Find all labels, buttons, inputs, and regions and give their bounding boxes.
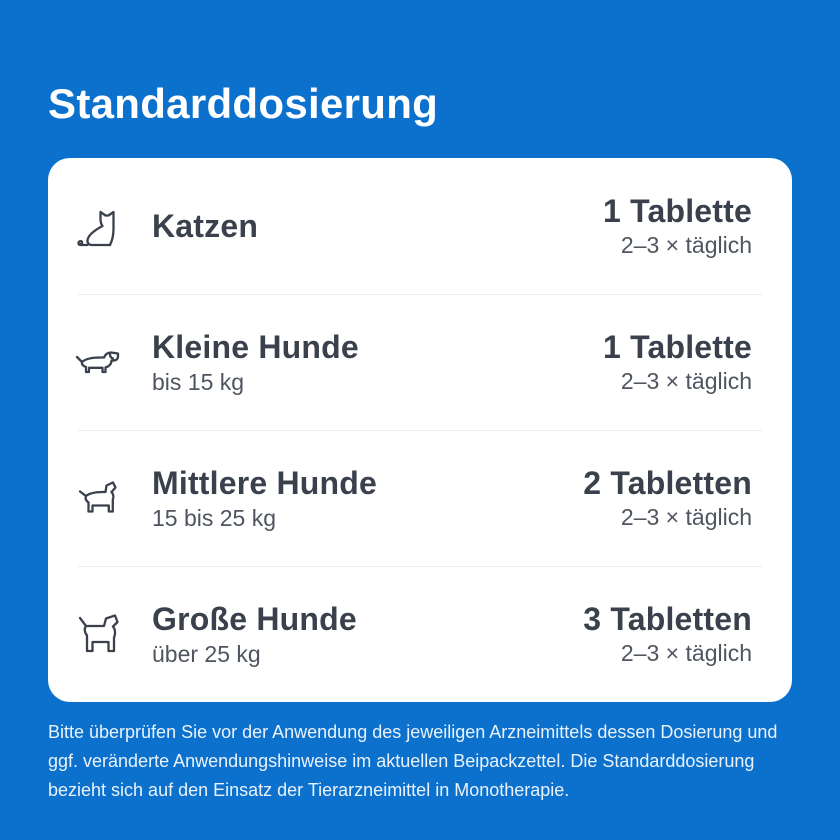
- dosage-row-kleine-hunde: [48, 294, 792, 430]
- dosage-row-mittlere-hunde: [48, 430, 792, 566]
- animal-name: Mittlere Hunde: [152, 464, 378, 501]
- animal-name: Katzen: [152, 207, 259, 244]
- dose-frequency: 2–3 × täglich: [620, 232, 752, 258]
- dosage-card: [48, 158, 792, 702]
- dosage-row-grosse-hunde: [48, 566, 792, 702]
- dose-amount: 1 Tablette: [603, 329, 752, 365]
- cat-icon: [48, 201, 152, 251]
- small-dog-icon: [48, 341, 152, 383]
- dose-amount: 1 Tablette: [603, 193, 752, 229]
- medium-dog-icon: [48, 473, 152, 523]
- dose-frequency: 2–3 × täglich: [620, 504, 752, 530]
- animal-weight: 15 bis 25 kg: [152, 504, 277, 531]
- dose-amount: 3 Tabletten: [583, 601, 752, 637]
- dosage-row-katzen: [48, 158, 792, 294]
- animal-weight: bis 15 kg: [152, 368, 245, 395]
- animal-name: Kleine Hunde: [152, 328, 359, 365]
- dose-frequency: 2–3 × täglich: [620, 368, 752, 394]
- disclaimer-text: Bitte überprüfen Sie vor der Anwendung des jeweiligen Arzneimittels dessen Dosierung und ggf. veränderte Anwendungshinweise im aktuellen Beipackzettel. Die Standarddosierung bezieht sich auf den Einsatz der Tierarzneimittel in Monotherapie.: [48, 722, 778, 800]
- dose-amount: 2 Tabletten: [583, 465, 752, 501]
- page-title: Standarddosierung: [48, 80, 439, 127]
- animal-name: Große Hunde: [152, 600, 357, 637]
- large-dog-icon: [48, 606, 152, 662]
- animal-weight: über 25 kg: [152, 640, 261, 667]
- dose-frequency: 2–3 × täglich: [620, 640, 752, 666]
